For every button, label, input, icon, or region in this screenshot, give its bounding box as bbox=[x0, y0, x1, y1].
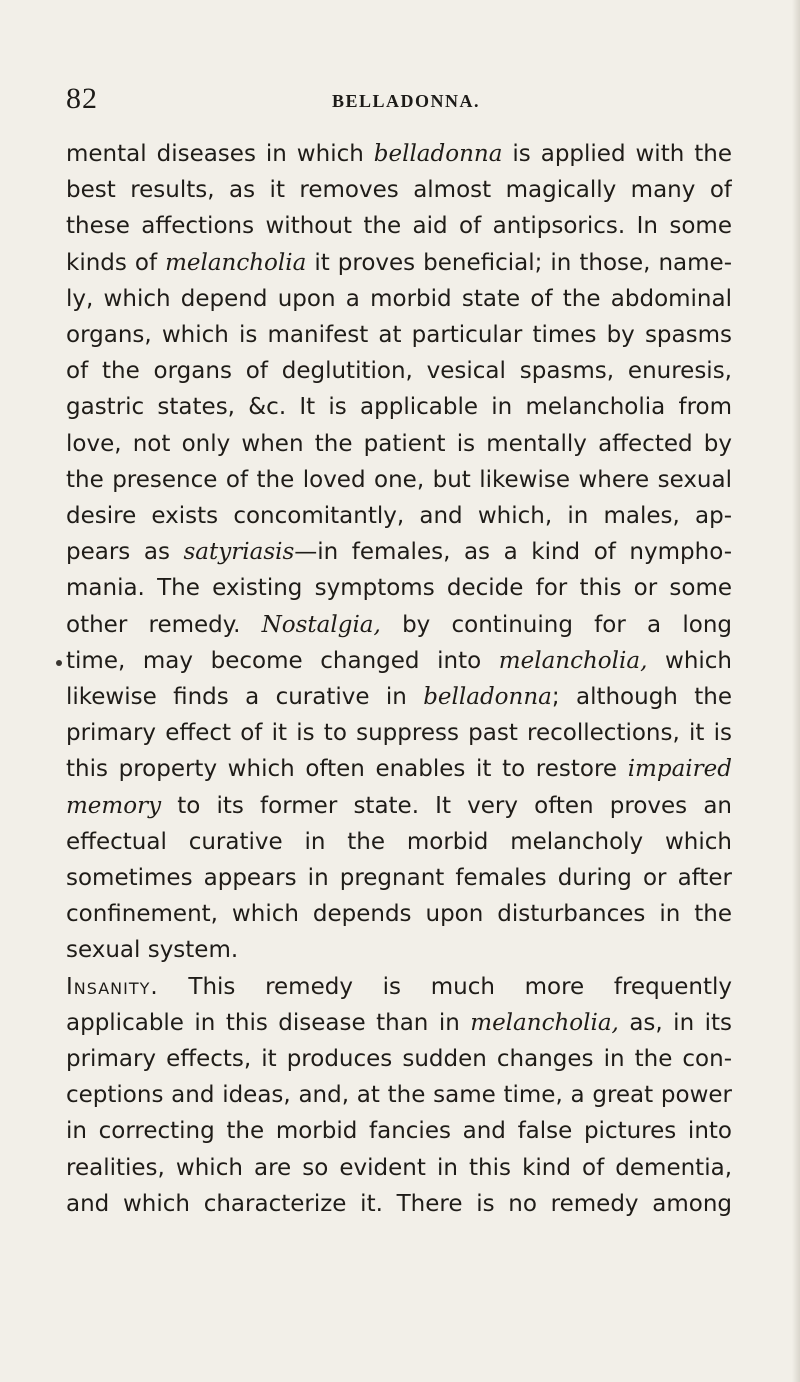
text-line: in correcting the morbid fancies and false pictures into bbox=[66, 1118, 732, 1145]
text-line: these affections without the aid of antipsorics. In some bbox=[66, 213, 732, 240]
text-line: gastric states, &c. It is applicable in melancholia from bbox=[66, 394, 732, 421]
text-line: ly, which depend upon a morbid state of the abdominal bbox=[66, 285, 732, 312]
body-text bbox=[66, 136, 732, 1222]
text-line: likewise finds a curative in belladonna; although the bbox=[66, 684, 732, 711]
running-head: BELLADONNA. bbox=[332, 91, 481, 111]
text-line: time, may become changed into melancholia, which bbox=[66, 647, 732, 674]
text-line: the presence of the loved one, but likewise where sexual bbox=[66, 466, 732, 493]
text-line: best results, as it removes almost magically many of bbox=[66, 177, 732, 204]
text-line: other remedy. Nostalgia, by continuing for a long bbox=[66, 611, 732, 638]
text-line: memory to its former state. It very often proves an bbox=[66, 792, 732, 819]
page-number: 82 bbox=[66, 82, 98, 115]
page-header bbox=[66, 82, 730, 122]
text-line: ceptions and ideas, and, at the same time, a great power bbox=[66, 1082, 732, 1109]
text-line: primary effects, it produces sudden changes in the con- bbox=[66, 1046, 732, 1073]
text-line: organs, which is manifest at particular times by spasms bbox=[66, 322, 732, 349]
text-line: of the organs of deglutition, vesical spasms, enuresis, bbox=[66, 358, 732, 385]
text-line: sexual system. bbox=[66, 937, 239, 964]
italic-term: melancholia, bbox=[498, 647, 648, 674]
italic-term: impaired bbox=[627, 756, 732, 783]
italic-term: satyriasis bbox=[183, 539, 295, 566]
text-line: mental diseases in which belladonna is applied with the bbox=[66, 141, 732, 167]
italic-term: melancholia bbox=[165, 249, 307, 276]
italic-term: belladonna bbox=[373, 141, 503, 167]
text-line: and which characterize it. There is no remedy among bbox=[66, 1190, 732, 1217]
text-line: sometimes appears in pregnant females during or after bbox=[66, 865, 732, 892]
text-line: pears as satyriasis—in females, as a kind of nympho- bbox=[66, 539, 732, 566]
page-edge bbox=[792, 0, 800, 1382]
italic-term: belladonna bbox=[423, 684, 552, 711]
text-line: kinds of melancholia it proves beneficial; in those, name- bbox=[66, 249, 732, 276]
italic-term: Nostalgia, bbox=[261, 611, 381, 638]
ink-speck bbox=[56, 660, 62, 666]
text-line: this property which often enables it to restore impaired bbox=[66, 756, 732, 783]
text-line: mania. The existing symptoms decide for this or some bbox=[66, 575, 732, 602]
text-line: desire exists concomitantly, and which, in males, ap- bbox=[66, 503, 732, 530]
text-line: applicable in this disease than in melancholia, as, in its bbox=[66, 1009, 732, 1036]
text-line: Insanity. This remedy is much more frequently bbox=[66, 973, 732, 1000]
text-line: realities, which are so evident in this kind of dementia, bbox=[66, 1154, 732, 1181]
text-line: primary effect of it is to suppress past recollections, it is bbox=[66, 720, 732, 747]
italic-term: memory bbox=[66, 792, 162, 819]
text-line: confinement, which depends upon disturbances in the bbox=[66, 901, 732, 928]
text-line: love, not only when the patient is mentally affected by bbox=[66, 430, 732, 457]
text-line: effectual curative in the morbid melancholy which bbox=[66, 828, 732, 855]
italic-term: melancholia, bbox=[470, 1009, 619, 1036]
section-heading: Insanity. bbox=[66, 973, 159, 1000]
